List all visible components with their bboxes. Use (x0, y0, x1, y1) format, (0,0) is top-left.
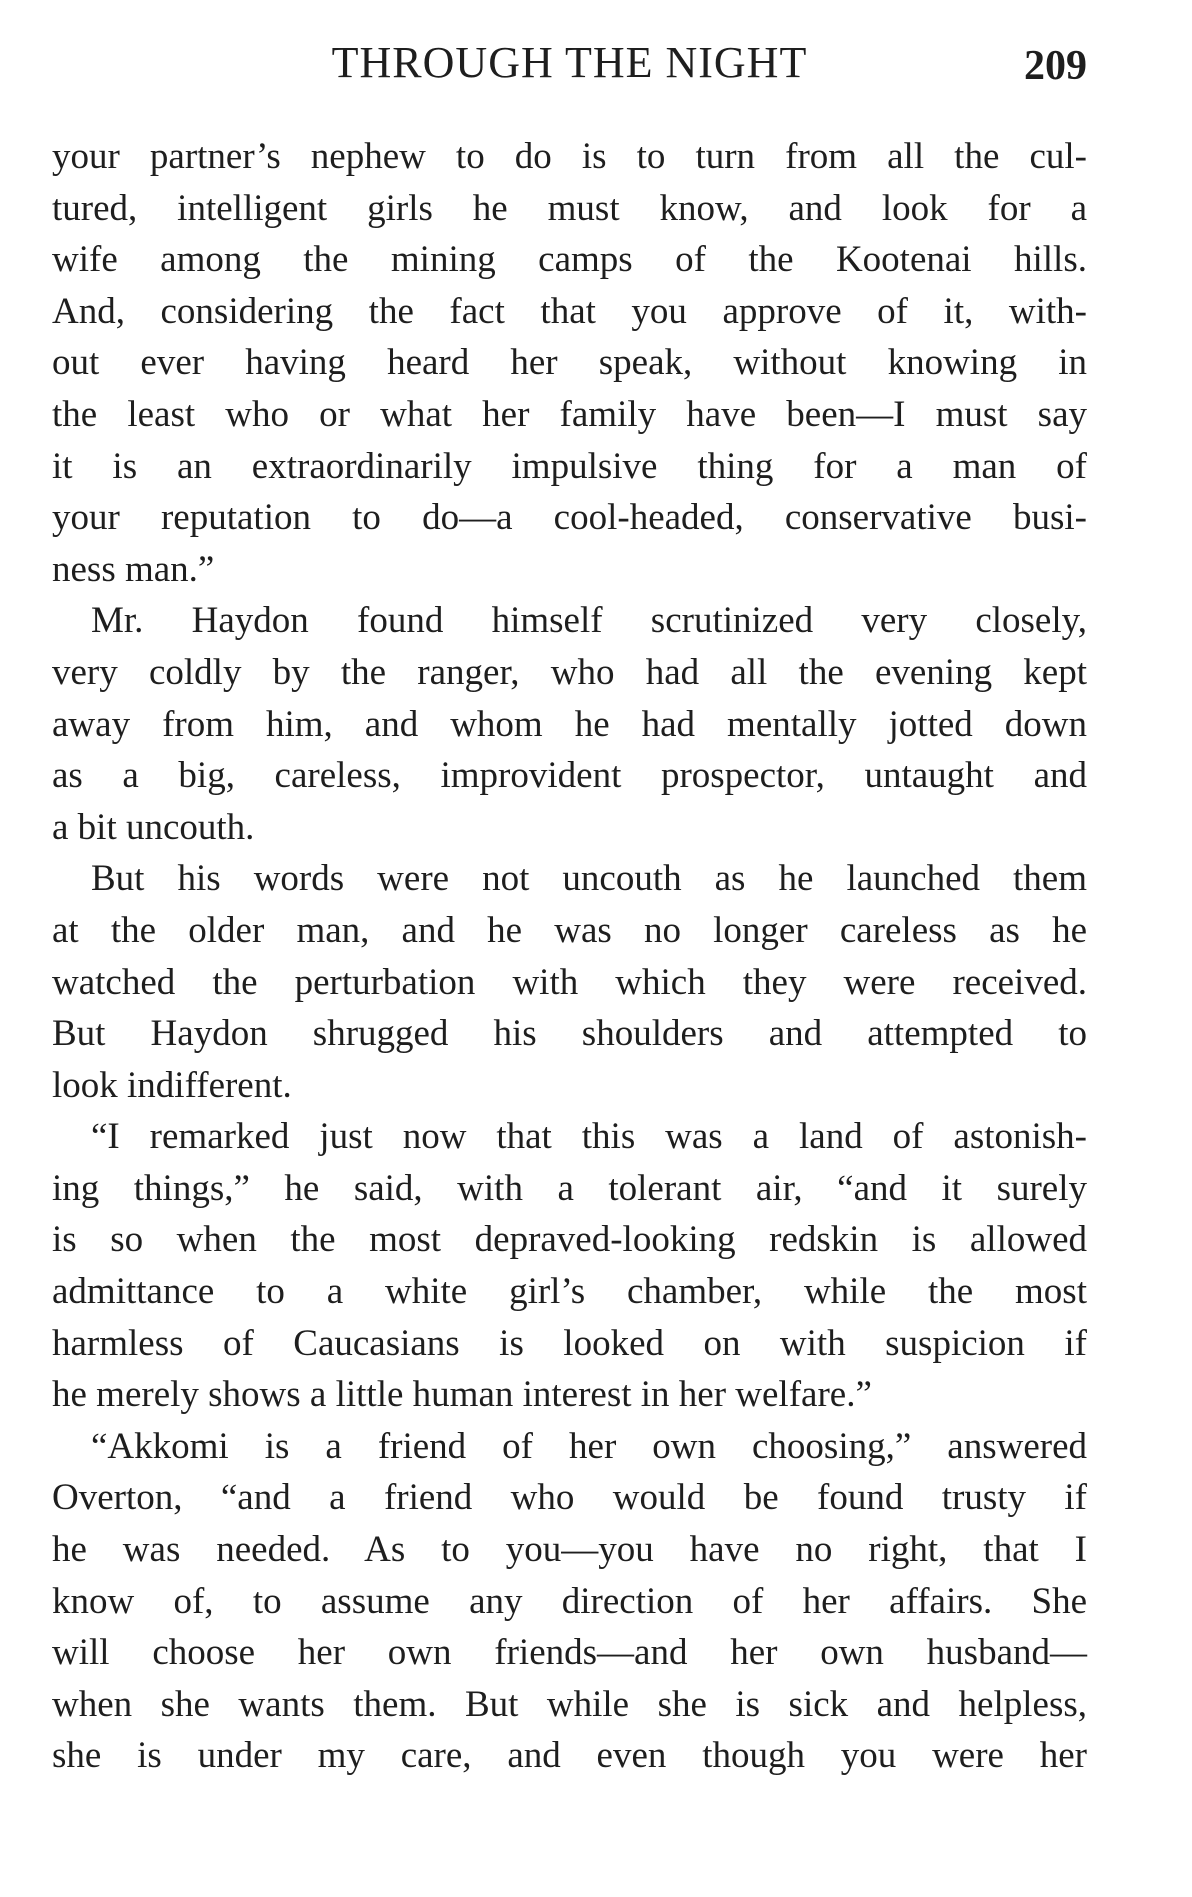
text-line: Mr. Haydon found himself scrutinized very closely, (91, 600, 1087, 642)
text-line: is so when the most depraved-looking redskin is allowed (52, 1219, 1087, 1261)
paragraph (52, 595, 1087, 853)
text-line: know of, to assume any direction of her affairs. She (52, 1580, 1087, 1622)
text-line: away from him, and whom he had mentally jotted down (52, 703, 1087, 745)
text-line: “Akkomi is a friend of her own choosing,” answered (91, 1425, 1087, 1467)
text-line: the least who or what her family have been—I must say (52, 393, 1087, 435)
text-line: she is under my care, and even though you were her (52, 1735, 1087, 1777)
text-line: it is an extraordinarily impulsive thing for a man of (52, 445, 1087, 487)
running-title: THROUGH THE NIGHT (331, 38, 808, 87)
text-line: harmless of Caucasians is looked on with suspicion if (52, 1322, 1087, 1364)
paragraph (52, 1421, 1087, 1782)
body-text (52, 131, 1087, 1782)
text-line: very coldly by the ranger, who had all the evening kept (52, 651, 1087, 693)
paragraph (52, 853, 1087, 1111)
text-line: wife among the mining camps of the Kootenai hills. (52, 239, 1087, 281)
paragraph (52, 1111, 1087, 1421)
text-line: But Haydon shrugged his shoulders and attempted to (52, 1013, 1087, 1055)
paragraph (52, 131, 1087, 595)
text-line: look indifferent. (52, 1064, 292, 1106)
text-line: your reputation to do—a cool-headed, conservative busi- (52, 497, 1087, 539)
text-line: admittance to a white girl’s chamber, while the most (52, 1271, 1087, 1313)
text-line: But his words were not uncouth as he launched them (91, 858, 1087, 900)
page-number: 209 (1024, 43, 1087, 89)
text-line: “I remarked just now that this was a land of astonish- (91, 1116, 1087, 1158)
running-head (52, 38, 1087, 88)
text-line: out ever having heard her speak, without knowing in (52, 342, 1087, 384)
text-line: a bit uncouth. (52, 806, 255, 848)
text-line: as a big, careless, improvident prospector, untaught and (52, 755, 1087, 797)
text-line: ness man.” (52, 548, 215, 590)
text-line: at the older man, and he was no longer careless as he (52, 909, 1087, 951)
text-line: watched the perturbation with which they were received. (52, 961, 1087, 1003)
text-line: he merely shows a little human interest in her welfare.” (52, 1374, 872, 1416)
text-line: Overton, “and a friend who would be found trusty if (52, 1477, 1087, 1519)
text-line: your partner’s nephew to do is to turn from all the cul- (52, 136, 1087, 177)
text-line: will choose her own friends—and her own husband— (52, 1632, 1087, 1674)
text-line: tured, intelligent girls he must know, and look for a (52, 187, 1087, 229)
text-line: he was needed. As to you—you have no right, that I (52, 1529, 1087, 1571)
text-line: when she wants them. But while she is sick and helpless, (52, 1683, 1087, 1725)
text-line: And, considering the fact that you approve of it, with- (52, 290, 1087, 332)
text-line: ing things,” he said, with a tolerant air, “and it surely (52, 1167, 1087, 1209)
